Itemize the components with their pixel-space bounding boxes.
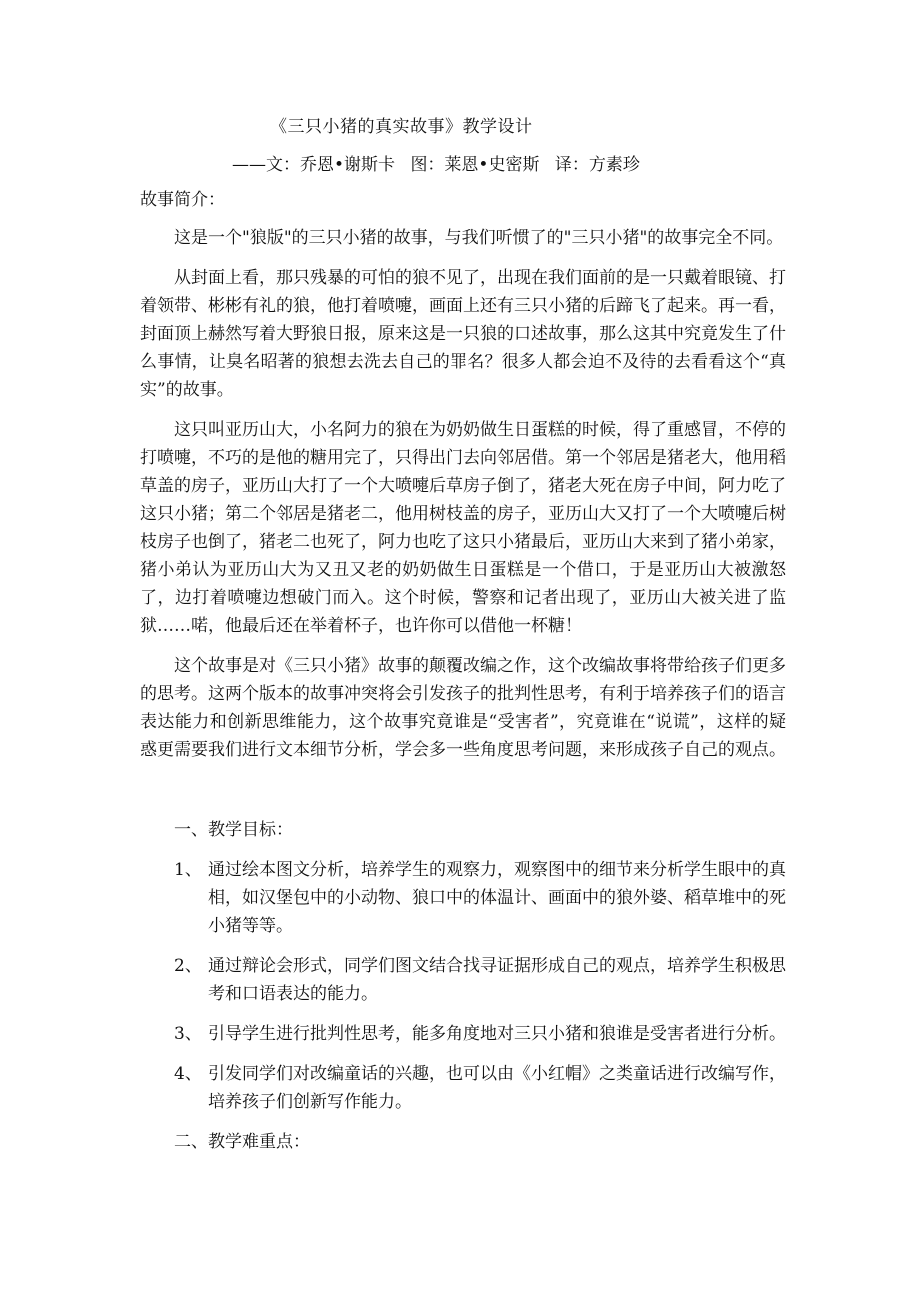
paragraph: 这只叫亚历山大，小名阿力的狼在为奶奶做生日蛋糕的时候，得了重感冒，不停的打喷嚏，不巧的是他的糖用完了，只得出门去向邻居借。第一个邻居是猪老大，他用稻草盖的房子，亚历山大打了一个大喷嚏后草房子倒了，猪老大死在房子中间，阿力吃了这只小猪；第二个邻居是猪老二，他用树枝盖的房子，亚历山大又打了一个大喷嚏后树枝房子也倒了，猪老二也死了，阿力也吃了这只小猪最后，亚历山大来到了猪小弟家，猪小弟认为亚历山大为又丑又老的奶奶做生日蛋糕是一个借口，于是亚历山大被激怒了，边打着喷嚏边想破门而入。这个时候，警察和记者出现了，亚历山大被关进了监狱……喏，他最后还在举着杯子，也许你可以借他一杯糖！ <box>140 420 786 636</box>
section-heading-key-points: 二、教学难重点： <box>174 1132 310 1152</box>
paragraph: 从封面上看，那只残暴的可怕的狼不见了，出现在我们面前的是一只戴着眼镜、打着领带、彬彬有礼的狼，他打着喷嚏，画面上还有三只小猪的后蹄飞了起来。再一看，封面顶上赫然写着大野狼日报，原来这是一只狼的口述故事，那么这其中究竟发生了什么事情，让臭名昭著的狼想去洗去自己的罪名？很多人都会迫不及待的去看看这个“真实”的故事。 <box>140 268 786 400</box>
intro-heading: 故事简介： <box>140 190 225 210</box>
document-title: 《三只小猪的真实故事》教学设计 <box>270 117 533 137</box>
list-number: 2、 <box>174 956 202 976</box>
translator-credit: 译：方素珍 <box>554 155 640 175</box>
spacer <box>140 776 786 816</box>
illustrator-credit: 图：莱恩•史密斯 <box>410 155 540 175</box>
list-text: 引导学生进行批判性思考，能多角度地对三只小猪和狼谁是受害者进行分析。 <box>208 1024 786 1044</box>
list-item <box>174 1060 786 1116</box>
list-number: 4、 <box>174 1064 202 1084</box>
list-number: 1、 <box>174 860 202 880</box>
paragraph: 这是一个"狼版"的三只小猪的故事，与我们听惯了的"三只小猪"的故事完全不同。 <box>174 228 784 248</box>
list-item <box>174 856 786 940</box>
list-item <box>174 952 786 1008</box>
document-subtitle <box>232 150 650 175</box>
list-item <box>174 1020 786 1048</box>
section-heading-goals: 一、教学目标： <box>174 820 293 840</box>
paragraph: 这个故事是对《三只小猪》故事的颠覆改编之作，这个改编故事将带给孩子们更多的思考。这两个版本的故事冲突将会引发孩子的批判性思考，有利于培养孩子们的语言表达能力和创新思维能力，这个故事究竟谁是“受害者”，究竟谁在“说谎”，这样的疑惑更需要我们进行文本细节分析，学会多一些角度思考问题，来形成孩子自己的观点。 <box>140 656 786 760</box>
author-credit: ——文：乔恩•谢斯卡 <box>232 155 396 175</box>
list-number: 3、 <box>174 1024 202 1044</box>
list-text: 通过绘本图文分析，培养学生的观察力，观察图中的细节来分析学生眼中的真相，如汉堡包中的小动物、狼口中的体温计、画面中的狼外婆、稻草堆中的死小猪等等。 <box>208 860 786 936</box>
list-text: 引发同学们对改编童话的兴趣，也可以由《小红帽》之类童话进行改编写作，培养孩子们创新写作能力。 <box>208 1064 786 1112</box>
list-text: 通过辩论会形式，同学们图文结合找寻证据形成自己的观点，培养学生积极思考和口语表达的能力。 <box>208 956 786 1004</box>
document-body <box>140 186 786 1168</box>
